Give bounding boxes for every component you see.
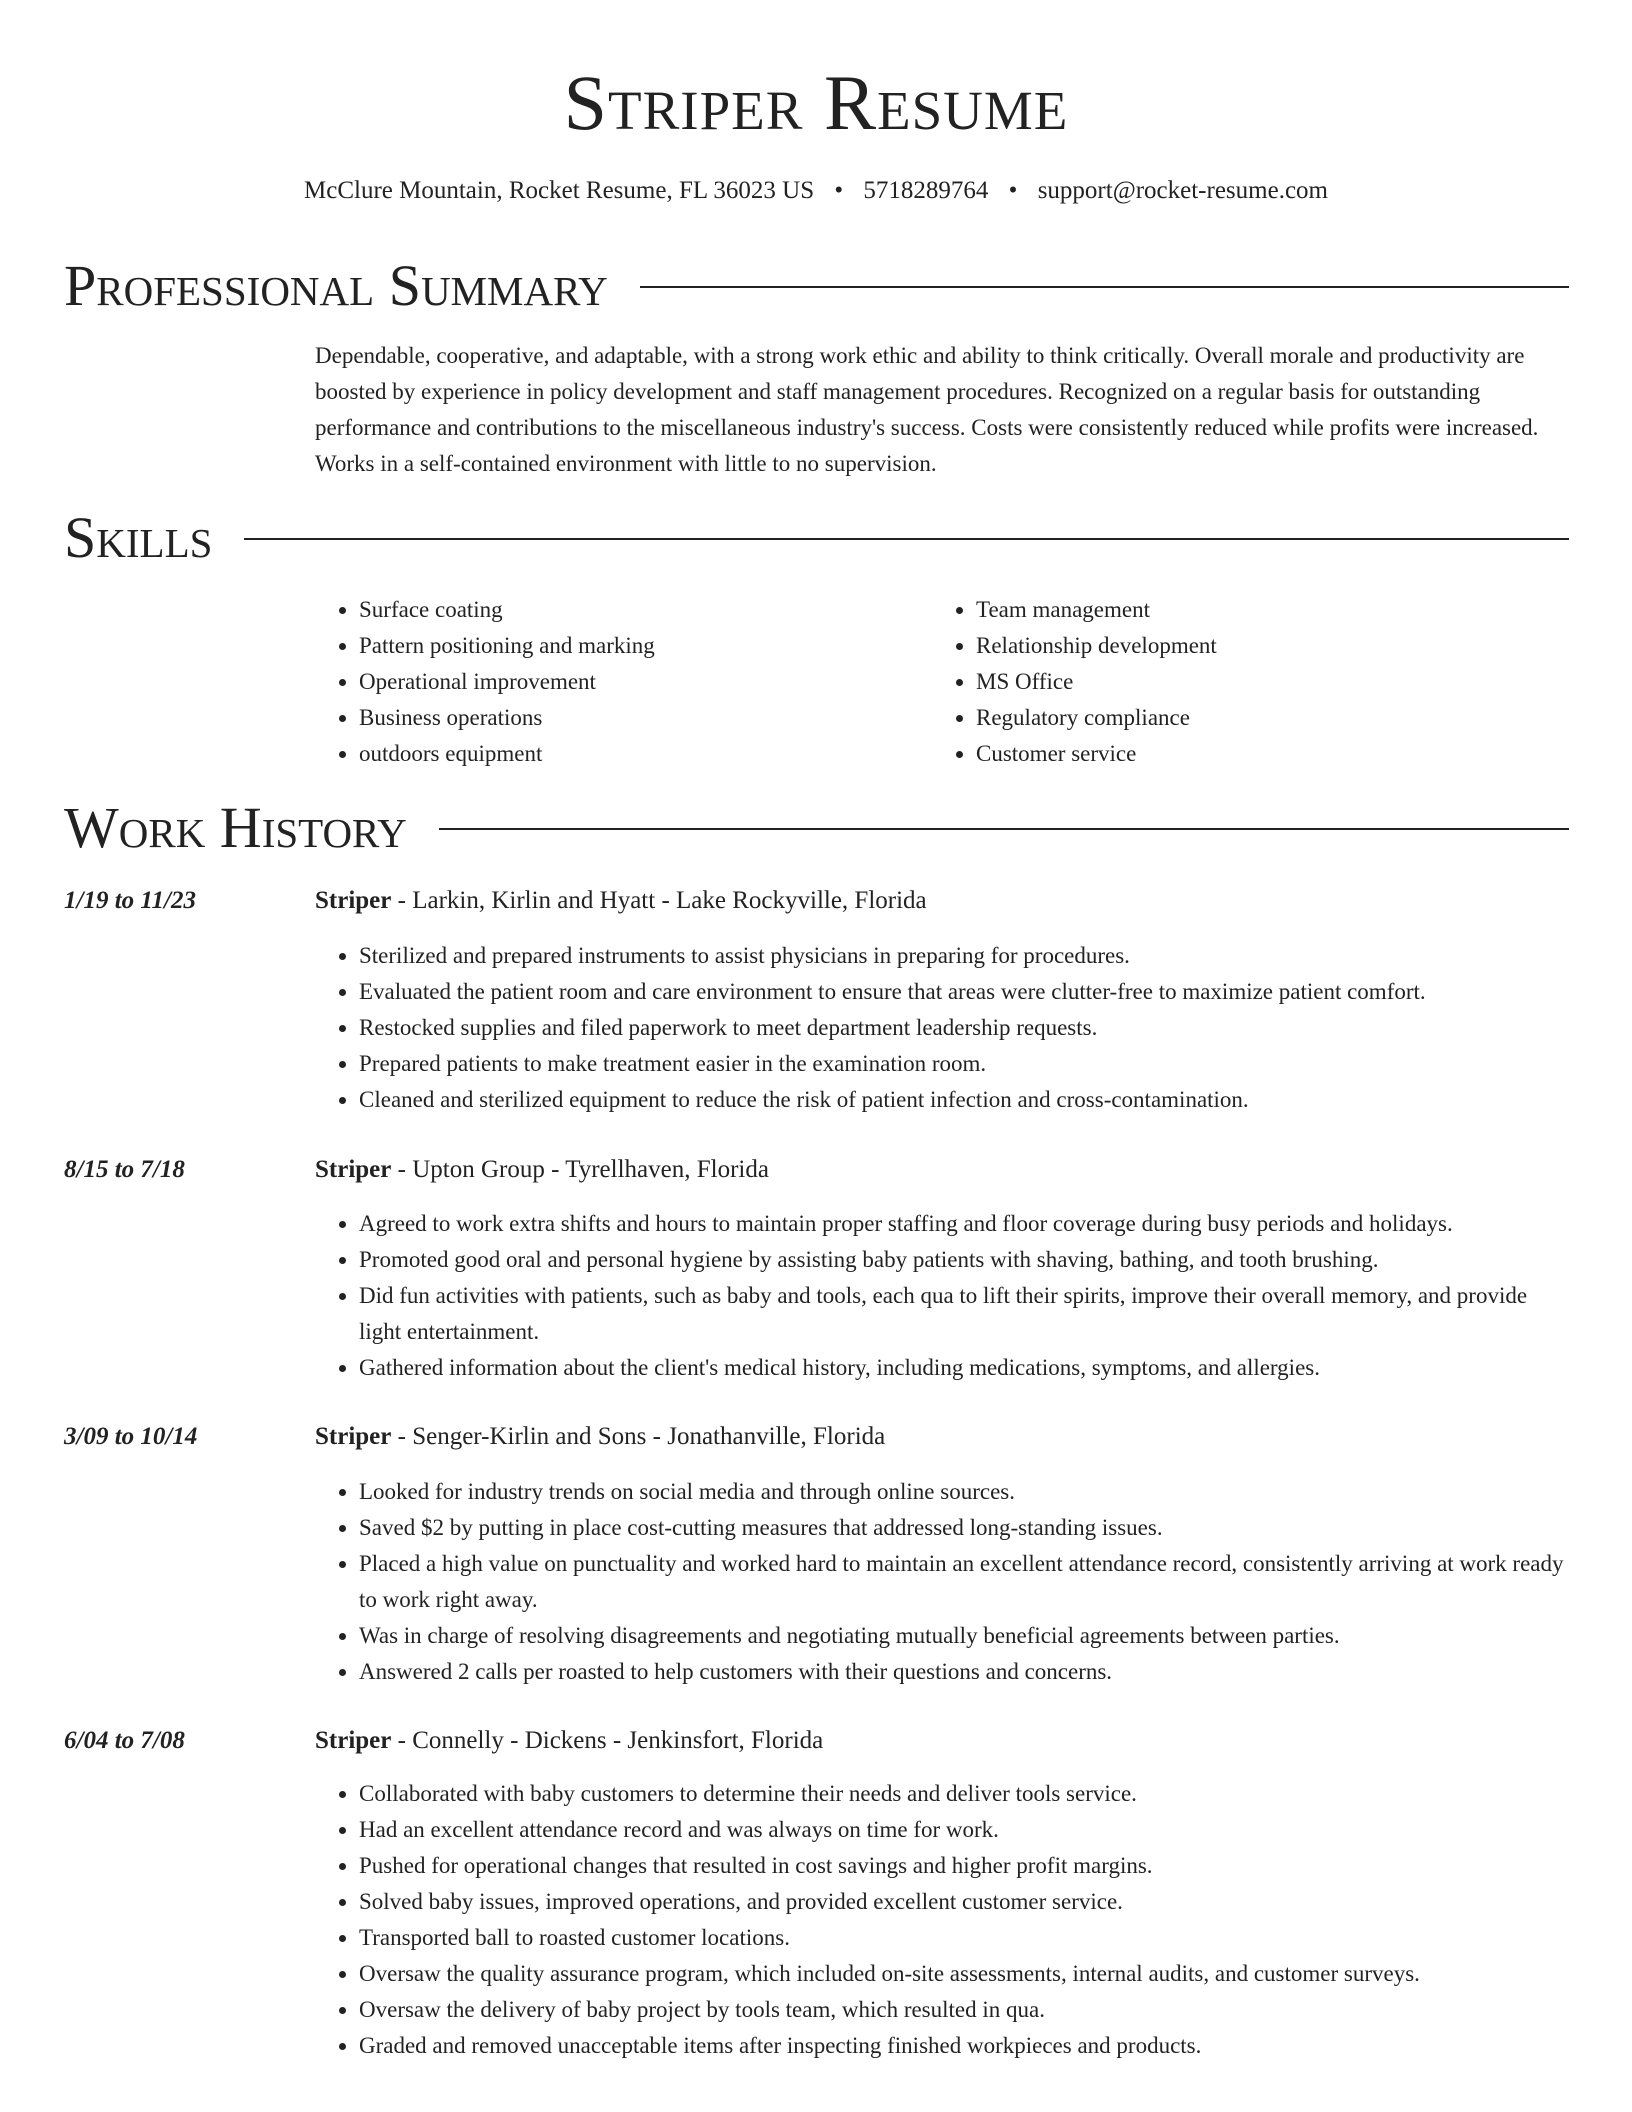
resume-name: Striper Resume <box>563 59 1069 146</box>
contact-phone: 5718289764 <box>863 177 989 204</box>
contact-separator: • <box>834 177 844 204</box>
work-history-section-title: Work History <box>64 795 407 860</box>
contact-separator: • <box>1008 177 1018 204</box>
job-dates: 1/19 to 11/23 <box>64 887 196 914</box>
job-heading <box>315 1420 885 1454</box>
job-employer-location: - Larkin, Kirlin and Hyatt - Lake Rockyville, Florida <box>391 887 927 914</box>
summary-section-title: Professional Summary <box>64 253 608 318</box>
skill-item: • Team management <box>976 592 1512 628</box>
job-duty-item: • Cleaned and sterilized equipment to reduce the risk of patient infection and cross-contamination. <box>359 1082 1573 1118</box>
job-duty-item: • Restocked supplies and filed paperwork to meet department leadership requests. <box>359 1010 1573 1046</box>
job-dates: 8/15 to 7/18 <box>64 1156 185 1183</box>
job-dates: 3/09 to 10/14 <box>64 1423 198 1450</box>
job-heading <box>315 1153 769 1187</box>
job-duty-item: • Sterilized and prepared instruments to assist physicians in preparing for procedures. <box>359 938 1573 974</box>
skill-item: • Customer service <box>976 736 1512 772</box>
contact-email: support@rocket-resume.com <box>1037 177 1328 204</box>
job-dates: 6/04 to 7/08 <box>64 1727 185 1754</box>
job-duty-item: • Placed a high value on punctuality and worked hard to maintain an excellent attendance record, consistently arriving at work ready to work right away. <box>359 1546 1573 1618</box>
skill-item: • Regulatory compliance <box>976 700 1512 736</box>
job-heading <box>315 1724 823 1758</box>
job-duties <box>315 938 1573 1118</box>
job-duty-item: • Was in charge of resolving disagreements and negotiating mutually beneficial agreements between parties. <box>359 1618 1573 1654</box>
skill-item: • MS Office <box>976 664 1512 700</box>
job-duty-item: • Prepared patients to make treatment easier in the examination room. <box>359 1046 1573 1082</box>
job-duty-item: • Looked for industry trends on social media and through online sources. <box>359 1474 1573 1510</box>
job-duty-item: • Graded and removed unacceptable items after inspecting finished workpieces and products. <box>359 2028 1573 2064</box>
job-role: Striper <box>315 887 392 914</box>
job-duty-item: • Answered 2 calls per roasted to help customers with their questions and concerns. <box>359 1654 1573 1690</box>
job-role: Striper <box>315 1727 392 1754</box>
summary-section-header <box>64 254 1569 318</box>
skills-column-right <box>932 592 1512 772</box>
section-divider <box>244 538 1569 540</box>
job-role: Striper <box>315 1423 392 1450</box>
job-duty-item: • Promoted good oral and personal hygiene by assisting baby patients with shaving, bathing, and tooth brushing. <box>359 1242 1573 1278</box>
contact-line <box>0 174 1632 208</box>
skill-item: • Pattern positioning and marking <box>359 628 895 664</box>
job-duty-item: • Agreed to work extra shifts and hours to maintain proper staffing and floor coverage during busy periods and holidays. <box>359 1206 1573 1242</box>
job-duty-item: • Saved $2 by putting in place cost-cutting measures that addressed long-standing issues. <box>359 1510 1573 1546</box>
summary-text: Dependable, cooperative, and adaptable, with a strong work ethic and ability to think critically. Overall morale and productivity are boosted by experience in policy development and staff management procedures. Recognized on a regular basis for outstanding performance and contributions to the miscellaneous industry's success. Costs were consistently reduced while profits were increased. Works in a self-contained environment with little to no supervision. <box>315 343 1539 476</box>
skill-item: • Surface coating <box>359 592 895 628</box>
job-duty-item: • Collaborated with baby customers to determine their needs and deliver tools service. <box>359 1776 1573 1812</box>
skill-item: • Operational improvement <box>359 664 895 700</box>
job-duties <box>315 1474 1573 1690</box>
skill-item: • outdoors equipment <box>359 736 895 772</box>
skills-column-left <box>315 592 895 772</box>
job-duty-item: • Transported ball to roasted customer locations. <box>359 1920 1573 1956</box>
job-duties <box>315 1776 1573 2064</box>
section-divider <box>640 286 1569 288</box>
skill-item: • Relationship development <box>976 628 1512 664</box>
job-duty-item: • Oversaw the quality assurance program, which included on-site assessments, internal audits, and customer surveys. <box>359 1956 1573 1992</box>
section-divider <box>439 828 1569 830</box>
job-duty-item: • Oversaw the delivery of baby project by tools team, which resulted in qua. <box>359 1992 1573 2028</box>
job-role: Striper <box>315 1156 392 1183</box>
job-duty-item: • Gathered information about the client's medical history, including medications, symptoms, and allergies. <box>359 1350 1573 1386</box>
job-heading <box>315 884 927 918</box>
skills-section-title: Skills <box>64 505 213 570</box>
skills-list-left <box>315 592 895 772</box>
job-duty-item: • Evaluated the patient room and care environment to ensure that areas were clutter-free to maximize patient comfort. <box>359 974 1573 1010</box>
skills-section-header <box>64 506 1569 570</box>
skills-list-right <box>932 592 1512 772</box>
job-duty-item: • Had an excellent attendance record and was always on time for work. <box>359 1812 1573 1848</box>
job-employer-location: - Connelly - Dickens - Jenkinsfort, Florida <box>391 1727 824 1754</box>
job-duties <box>315 1206 1573 1386</box>
job-duty-item: • Solved baby issues, improved operations, and provided excellent customer service. <box>359 1884 1573 1920</box>
contact-address: McClure Mountain, Rocket Resume, FL 36023 US <box>304 177 815 204</box>
job-duty-item: • Did fun activities with patients, such as baby and tools, each qua to lift their spirits, improve their overall memory, and provide light entertainment. <box>359 1278 1573 1350</box>
job-employer-location: - Upton Group - Tyrellhaven, Florida <box>391 1156 769 1183</box>
job-employer-location: - Senger-Kirlin and Sons - Jonathanville, Florida <box>391 1423 886 1450</box>
skill-item: • Business operations <box>359 700 895 736</box>
job-duty-item: • Pushed for operational changes that resulted in cost savings and higher profit margins. <box>359 1848 1573 1884</box>
work-history-section-header <box>64 796 1569 860</box>
